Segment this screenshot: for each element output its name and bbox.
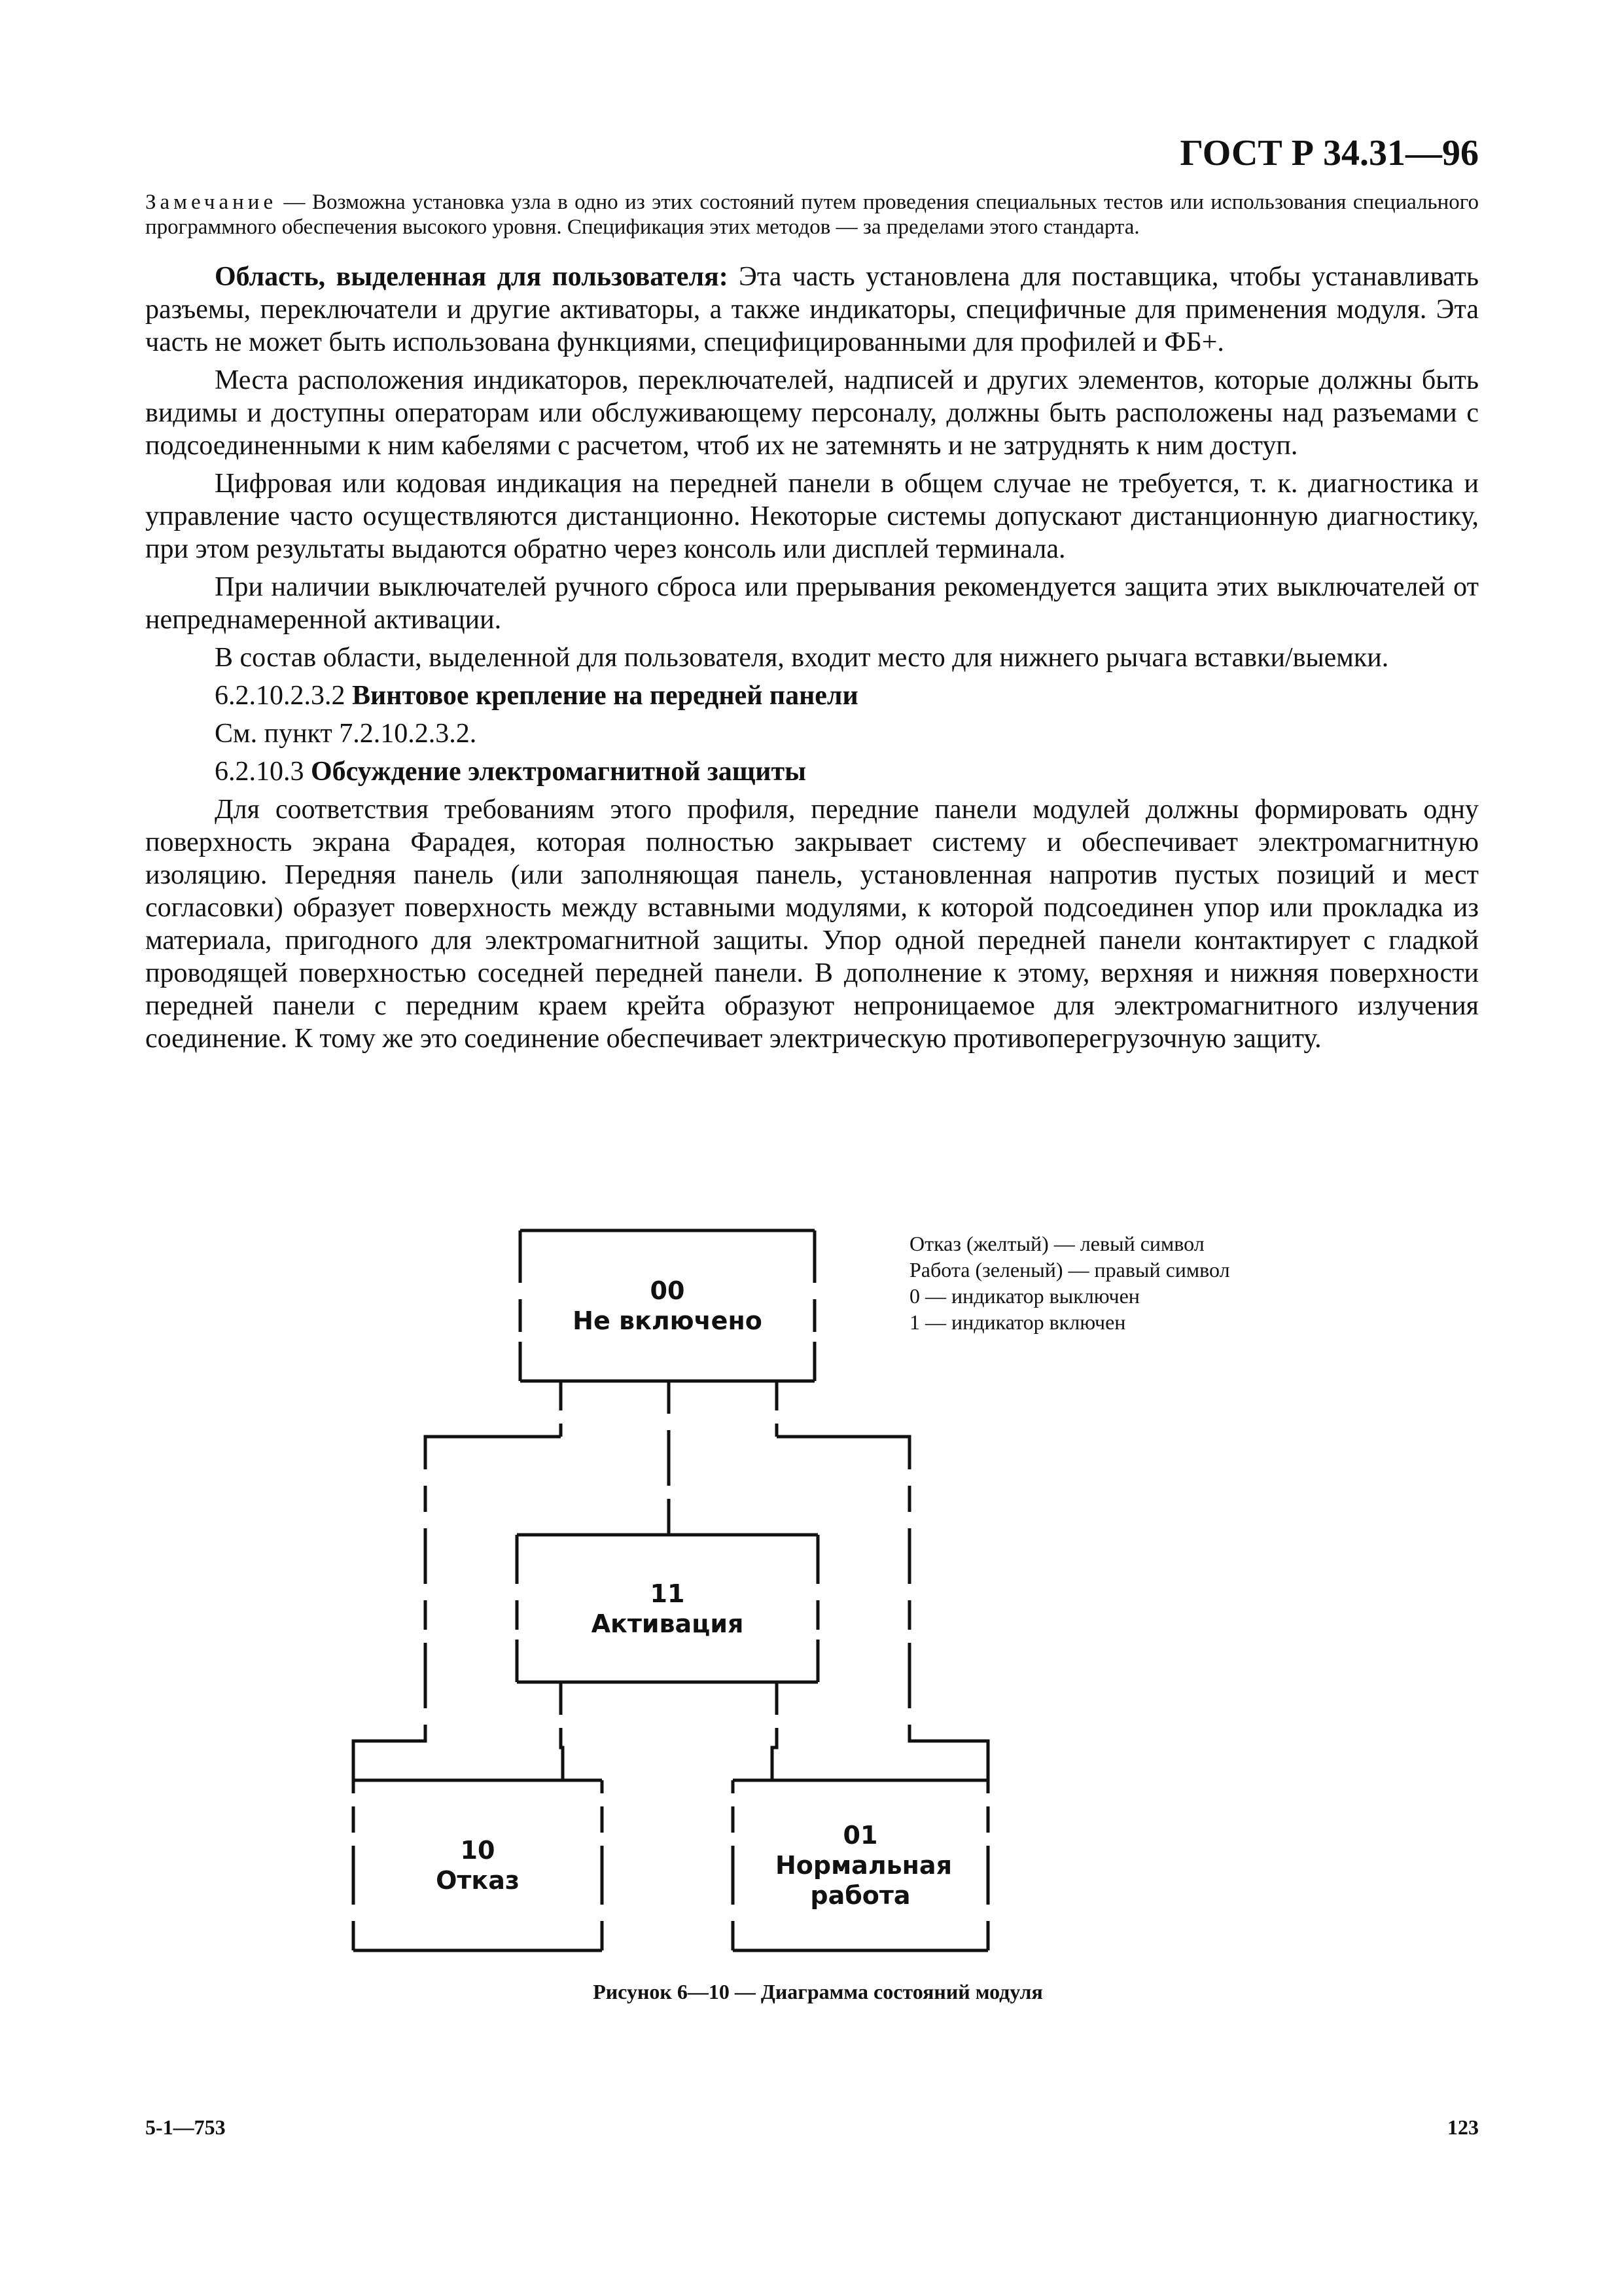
note-label: Замечание xyxy=(145,190,277,214)
note-block xyxy=(145,190,1479,240)
state-box-00 xyxy=(523,1234,811,1378)
legend-item: 1 — индикатор включен xyxy=(909,1310,1126,1334)
state-code: 11 xyxy=(650,1579,685,1608)
footer-code: 5-1—753 xyxy=(145,2115,226,2139)
section-number: 6.2.10.3 xyxy=(215,757,304,787)
connector-11-to-10 xyxy=(561,1682,563,1780)
state-code: 01 xyxy=(843,1821,878,1850)
figure-caption: Рисунок 6—10 — Диаграмма состояний модуля xyxy=(593,1980,1043,2003)
section-title: Винтовое крепление на передней панели xyxy=(352,681,858,711)
note-text: — Возможна установка узла в одно из этих состояний путем проведения специальных тестов или использования специального программного обеспечения высокого уровня. Спецификация этих методов — за пределами этого стандарта. xyxy=(145,190,1479,239)
state-name: Не включено xyxy=(573,1306,762,1335)
state-box-11 xyxy=(520,1538,815,1679)
section-heading xyxy=(145,755,1479,788)
paragraph: Цифровая или кодовая индикация на передней панели в общем случае не требуется, т. к. диагностика и управление часто осуществляются дистанционно. Некоторые системы допускают дистанционную диагностику, при этом результаты выдаются обратно через консоль или дисплей терминала. xyxy=(145,469,1479,564)
state-box-01 xyxy=(736,1784,985,1947)
state-box-10 xyxy=(357,1784,599,1947)
legend-item: Отказ (желтый) — левый символ xyxy=(909,1232,1205,1255)
section-number: 6.2.10.2.3.2 xyxy=(215,681,345,711)
section-heading xyxy=(145,679,1479,712)
section-title: Обсуждение электромагнитной защиты xyxy=(311,757,806,787)
paragraph: При наличии выключателей ручного сброса или прерывания рекомендуется защита этих выключателей от непреднамеренной активации. xyxy=(145,572,1479,635)
state-code: 00 xyxy=(650,1276,685,1305)
connector-11-to-01 xyxy=(772,1682,777,1780)
paragraph: Для соответствия требованиям этого профиля, передние панели модулей должны формировать одну поверхность экрана Фарадея, которая полностью закрывает систему и обеспечивает электромагнитную изоляцию. Передняя панель (или заполняющая панель, установленная напротив пустых позиций и мест согласовки) образует поверхность между вставными модулями, к которой подсоединен упор или прокладка из материала, пригодного для электромагнитной защиты. Упор одной передней панели контактирует с гладкой проводящей поверхностью соседней передней панели. В дополнение к этому, верхняя и нижняя поверхности передней панели с передним краем крейта образуют непроницаемое для электромагнитного излучения соединение. К тому же это соединение обеспечивает электрическую противоперегрузочную защиту. xyxy=(145,795,1479,1054)
legend-item: Работа (зеленый) — правый символ xyxy=(909,1258,1230,1282)
state-name: Нормальная работа xyxy=(775,1851,952,1910)
paragraph: См. пункт 7.2.10.2.3.2. xyxy=(215,719,477,749)
page-number: 123 xyxy=(1447,2115,1479,2139)
state-code: 10 xyxy=(460,1836,495,1865)
body-text xyxy=(145,260,1479,1060)
paragraph: В состав области, выделенной для пользователя, входит место для нижнего рычага вставки/выемки. xyxy=(215,643,1389,673)
paragraph: Места расположения индикаторов, переключателей, надписей и других элементов, которые должны быть видимы и доступны операторам или обслуживающему персоналу, должны быть расположены над разъемами с подсоединенными к ним кабелями с расчетом, чтоб их не затемнять и не затруднять к ним доступ. xyxy=(145,365,1479,461)
state-name: Отказ xyxy=(436,1866,520,1895)
diagram-legend xyxy=(909,1230,1368,1335)
paragraph-bold-lead: Область, выделенная для пользователя: xyxy=(215,262,728,292)
paragraph: Область, выделенная для пользователя: Эта часть установлена для поставщика, чтобы устанавливать разъемы, переключатели и другие активаторы, а также индикаторы, специфичные для применения модуля. Эта часть не может быть использована функциями, специфицированными для профилей и ФБ+. xyxy=(145,262,1479,357)
legend-item: 0 — индикатор выключен xyxy=(909,1284,1140,1308)
state-name: Активация xyxy=(591,1609,744,1638)
standard-header: ГОСТ Р 34.31—96 xyxy=(1180,133,1479,173)
